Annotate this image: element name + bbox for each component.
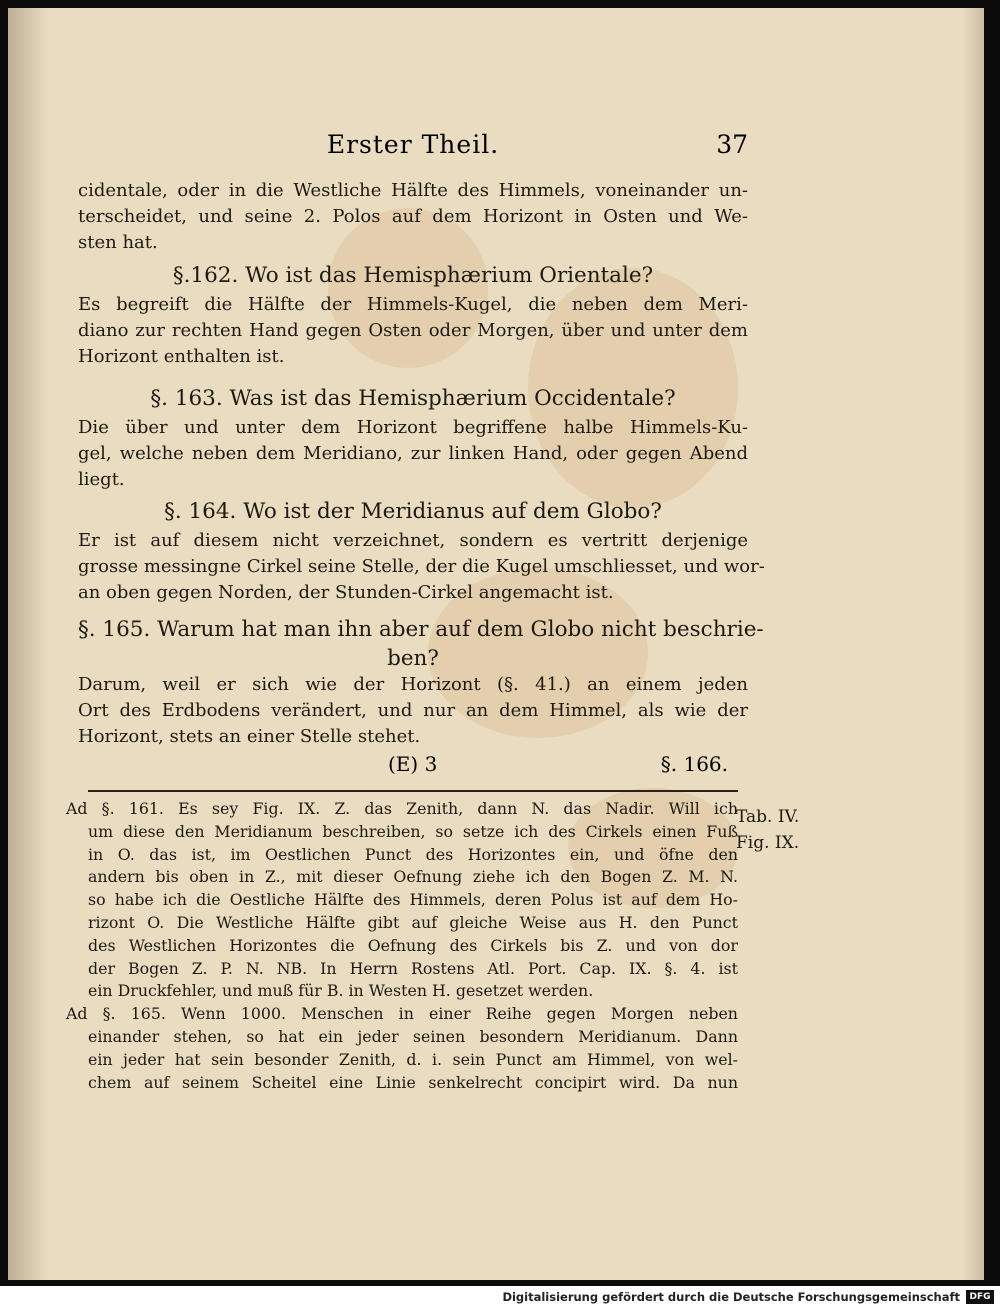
text-line: terscheidet, und seine 2. Polos auf dem Horizont in Osten und We- (78, 206, 748, 227)
note-line: andern bis oben in Z., mit dieser Oefnung ziehe ich den Bogen Z. M. N. (88, 867, 738, 887)
page-number: 37 (716, 130, 748, 159)
text-line: gel, welche neben dem Meridiano, zur linken Hand, oder gegen Abend (78, 443, 748, 464)
section-question-end: ben? (387, 646, 439, 671)
note-line: so habe ich die Oestliche Hälfte des Himmels, deren Polus ist auf dem Ho- (88, 890, 738, 910)
text-line: grosse messingne Cirkel seine Stelle, der die Kugel umschliesset, und wor- (78, 556, 765, 577)
note-line: rizont O. Die Westliche Hälfte gibt auf gleiche Weise aus H. den Punct (88, 912, 738, 932)
note-line: einander stehen, so hat ein jeder seinen besondern Meridianum. Dann (88, 1026, 738, 1046)
text-line: liegt. (78, 469, 125, 490)
margin-fig-ref: Fig. IX. (736, 833, 800, 853)
book-page (8, 8, 984, 1280)
note-line: Ad §. 165. Wenn 1000. Menschen in einer Reihe gegen Morgen neben (66, 1004, 738, 1024)
page-foot (78, 752, 748, 782)
text-line: cidentale, oder in die Westliche Hälfte des Himmels, voneinander un- (78, 180, 748, 201)
section-question: §.162. Wo ist das Hemisphærium Orientale? (172, 263, 654, 288)
margin-note (736, 804, 799, 856)
catchword: §. 166. (660, 752, 728, 776)
text-line: sten hat. (78, 232, 158, 253)
text-line: Horizont enthalten ist. (78, 346, 285, 367)
running-head (78, 130, 748, 170)
note-line: in O. das ist, im Oestlichen Punct des Horizontes ein, und öfne den (88, 844, 738, 864)
section-question: §. 165. Warum hat man ihn aber auf dem Globo nicht beschrie- (78, 617, 764, 642)
note-line: um diese den Meridianum beschreiben, so setze ich des Cirkels einen Fuß (88, 821, 738, 841)
section-163 (78, 383, 748, 493)
note-line: ein jeder hat sein besonder Zenith, d. i. sein Punct am Himmel, von wel- (88, 1049, 738, 1069)
section-question: §. 164. Wo ist der Meridianus auf dem Globo? (164, 499, 662, 524)
footnotes (66, 798, 738, 1094)
note-line: der Bogen Z. P. N. NB. In Herrn Rostens Atl. Port. Cap. IX. §. 4. ist (88, 958, 738, 978)
text-line: Ort des Erdbodens verändert, und nur an dem Himmel, als wie der (78, 700, 748, 721)
note-line: des Westlichen Horizontes die Oefnung des Cirkels bis Z. und von dor (88, 935, 738, 955)
text-line: diano zur rechten Hand gegen Osten oder Morgen, über und unter dem (78, 320, 748, 341)
edge-shadow (962, 8, 984, 1280)
dfg-logo: DFG (966, 1290, 994, 1304)
footer-text: Digitalisierung gefördert durch die Deutsche Forschungsgemeinschaft (502, 1290, 960, 1304)
text-line: Die über und unter dem Horizont begriffene halbe Himmels-Ku- (78, 417, 748, 438)
section-162 (78, 260, 748, 370)
text-line: Horizont, stets an einer Stelle stehet. (78, 726, 421, 747)
gutter-shadow (8, 8, 48, 1280)
footnote-rule (88, 790, 738, 792)
section-165 (78, 614, 764, 750)
note-line: Ad §. 161. Es sey Fig. IX. Z. das Zenith, dann N. das Nadir. Will ich (66, 799, 738, 818)
note-line: chem auf seinem Scheitel eine Linie senkelrecht concipirt wird. Da nun (88, 1072, 738, 1092)
continued-paragraph (78, 178, 748, 256)
note-line: ein Druckfehler, und muß für B. in Westen H. gesetzet werden. (88, 981, 594, 1001)
running-title: Erster Theil. (326, 130, 500, 159)
signature-mark: (E) 3 (388, 752, 438, 776)
margin-tab-ref: Tab. IV. (736, 807, 800, 827)
text-line: Er ist auf diesem nicht verzeichnet, sondern es vertritt derjenige (78, 530, 748, 551)
text-line: Es begreift die Hälfte der Himmels-Kugel, die neben dem Meri- (78, 294, 748, 315)
text-line: an oben gegen Norden, der Stunden-Cirkel angemacht ist. (78, 582, 614, 603)
text-line: Darum, weil er sich wie der Horizont (§. 41.) an einem jeden (78, 674, 748, 695)
section-question: §. 163. Was ist das Hemisphærium Occidentale? (150, 386, 676, 411)
section-164 (78, 496, 765, 606)
digitization-footer (0, 1286, 1000, 1309)
